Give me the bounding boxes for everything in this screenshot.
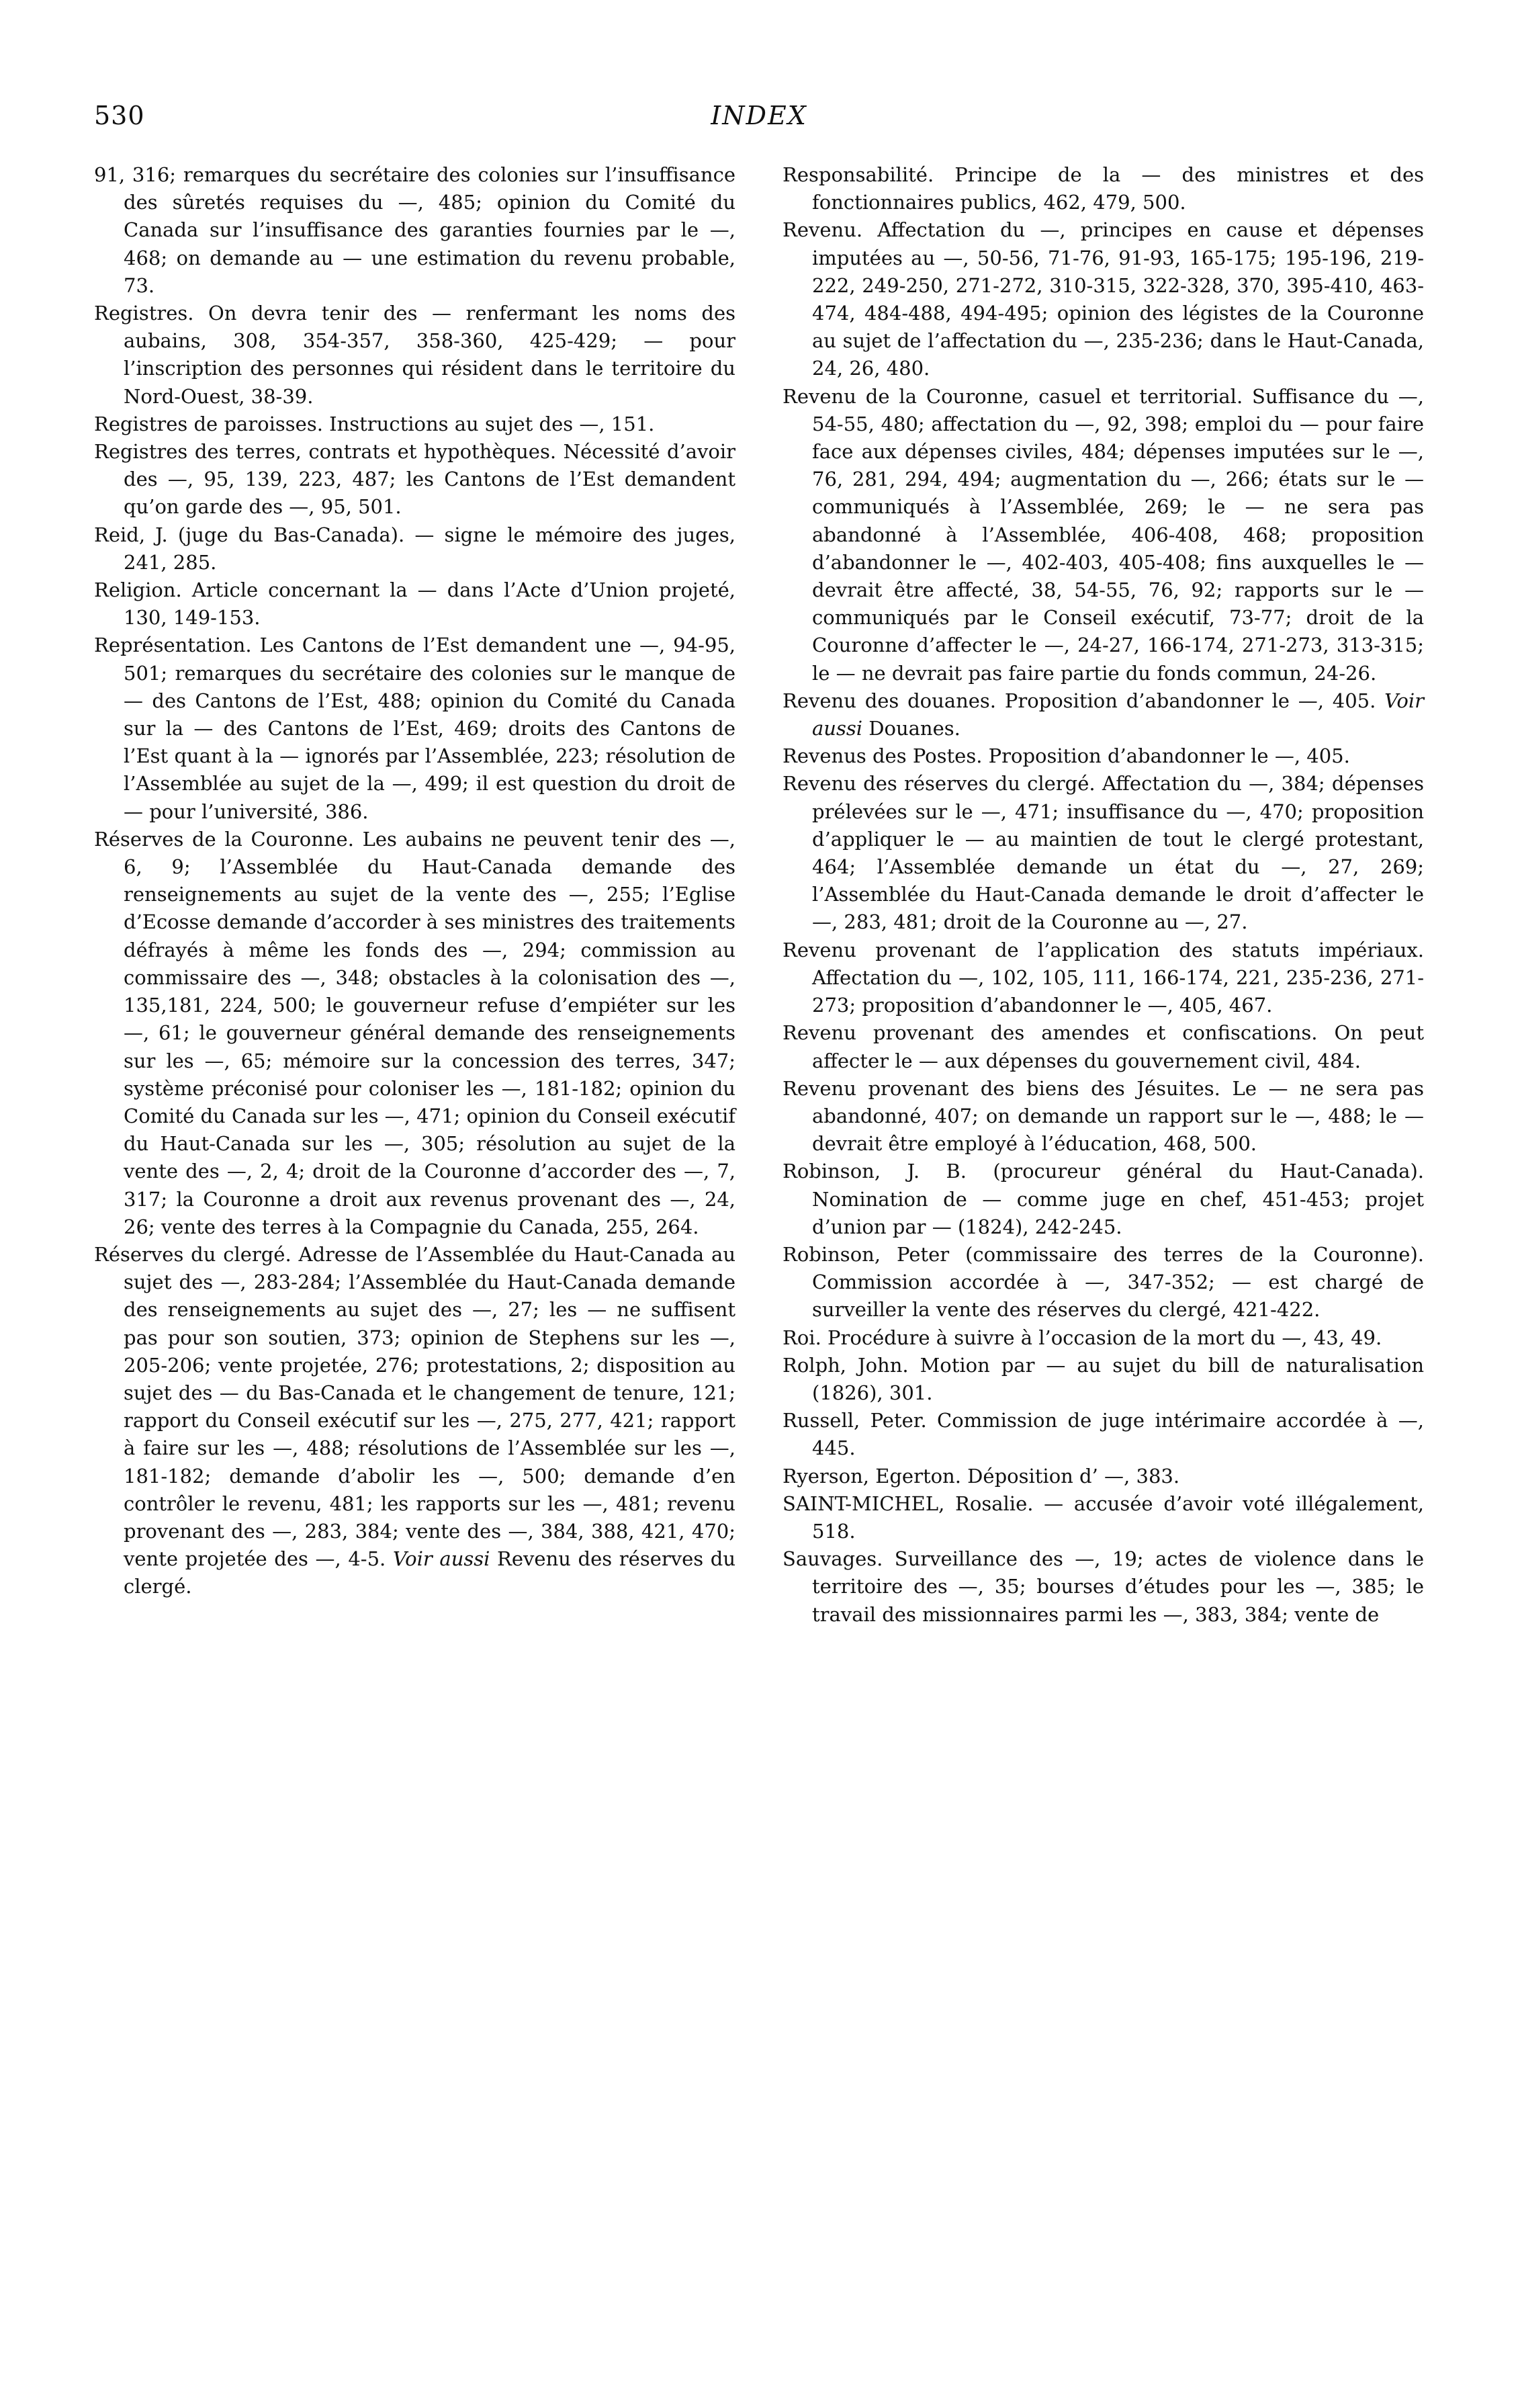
index-entry-text: Revenu des douanes. Proposition d’abandonner le —, 405. (783, 689, 1376, 712)
index-entry-text: Registres des terres, contrats et hypothèques. Nécessité d’avoir des —, 95, 139, 223, 487; les Cantons de l’Est demandent qu’on garde des —, 95, 501. (94, 440, 735, 519)
index-entry-text: SAINT-MICHEL, Rosalie. — accusée d’avoir voté illégalement, 518. (783, 1492, 1424, 1543)
index-entry (94, 632, 735, 825)
index-entry-text: Registres. On devra tenir des — renfermant les noms des aubains, 308, 354-357, 358-360, 425-429; — pour l’inscription des personnes qui résident dans le territoire du Nord-Ouest, 38-39. (94, 302, 735, 408)
index-entry (94, 826, 735, 1241)
index-columns (94, 161, 1424, 1629)
index-entry-text: Ryerson, Egerton. Déposition d’ —, 383. (783, 1464, 1180, 1488)
index-entry (783, 383, 1424, 687)
index-entry-text: Réserves de la Couronne. Les aubains ne peuvent tenir des —, 6, 9; l’Assemblée du Haut-Canada demande des renseignements au sujet de la vente des —, 255; l’Eglise d’Ecosse demande d’accorder à ses ministres des traitements défrayés à même les fonds des —, 294; commission au commissaire des —, 348; obstacles à la colonisation des —, 135,181, 224, 500; le gouverneur refuse d’empiéter sur les —, 61; le gouverneur général demande des renseignements sur les —, 65; mémoire sur la concession des terres, 347; système préconisé pour coloniser les —, 181-182; opinion du Comité du Canada sur les —, 471; opinion du Conseil exécutif du Haut-Canada sur les —, 305; résolution au sujet de la vente des —, 2, 4; droit de la Couronne d’accorder des —, 7, 317; la Couronne a droit aux revenus provenant des —, 24, 26; vente des terres à la Compagnie du Canada, 255, 264. (94, 827, 735, 1238)
see-also-target: Revenu des réserves du clergé. (124, 1547, 736, 1598)
see-also-label: Voir aussi (812, 689, 1424, 740)
index-entry (783, 1407, 1424, 1462)
index-entry (783, 1019, 1424, 1074)
index-entry (783, 1545, 1424, 1629)
index-entry (783, 687, 1424, 742)
index-entry (783, 1158, 1424, 1241)
right-column (783, 161, 1424, 1629)
index-entry-text: Registres de paroisses. Instructions au sujet des —, 151. (94, 412, 655, 435)
index-entry-text: Revenu provenant des biens des Jésuites. Le — ne sera pas abandonné, 407; on demande un rapport sur le —, 488; le — devrait être employé à l’éducation, 468, 500. (783, 1076, 1424, 1156)
index-entry-text: Robinson, Peter (commissaire des terres de la Couronne). Commission accordée à —, 347-352; — est chargé de surveiller la vente des réserves du clergé, 421-422. (783, 1242, 1424, 1322)
index-entry-text: Russell, Peter. Commission de juge intérimaire accordée à —, 445. (783, 1409, 1424, 1460)
index-entry (783, 216, 1424, 382)
see-also-target: Douanes. (868, 717, 961, 740)
index-entry-text: Revenu des réserves du clergé. Affectation du —, 384; dépenses prélevées sur le —, 471; insuffisance du —, 470; proposition d’appliquer le — au maintien de tout le clergé protestant, 464; l’Assemblée demande un état du —, 27, 269; l’Assemblée du Haut-Canada demande le droit d’affecter le —, 283, 481; droit de la Couronne au —, 27. (783, 772, 1424, 934)
index-entry (94, 411, 735, 438)
index-entry-text: Religion. Article concernant la — dans l’Acte d’Union projeté, 130, 149-153. (94, 578, 735, 630)
index-entry-text: Revenu provenant de l’application des statuts impériaux. Affectation du —, 102, 105, 111, 166-174, 221, 235-236, 271-273; proposition d’abandonner le —, 405, 467. (783, 938, 1424, 1017)
index-entry (783, 1490, 1424, 1545)
index-entry (783, 1352, 1424, 1407)
index-entry-text: Revenu. Affectation du —, principes en cause et dépenses imputées au —, 50-56, 71-76, 91-93, 165-175; 195-196, 219-222, 249-250, 271-272, 310-315, 322-328, 370, 395-410, 463-474, 484-488, 494-495; opinion des légistes de la Couronne au sujet de l’affectation du —, 235-236; dans le Haut-Canada, 24, 26, 480. (783, 218, 1424, 380)
index-entry-text: Revenu de la Couronne, casuel et territorial. Suffisance du —, 54-55, 480; affectation du —, 92, 398; emploi du — pour faire face aux dépenses civiles, 484; dépenses imputées sur le —, 76, 281, 294, 494; augmentation du —, 266; états sur le — communiqués à l’Assemblée, 269; le — ne sera pas abandonné à l’Assemblée, 406-408, 468; proposition d’abandonner le —, 402-403, 405-408; fins auxquelles le — devrait être affecté, 38, 54-55, 76, 92; rapports sur le — communiqués par le Conseil exécutif, 73-77; droit de la Couronne d’affecter le —, 24-27, 166-174, 271-273, 313-315; le — ne devrait pas faire partie du fonds commun, 24-26. (783, 384, 1424, 685)
index-entry (783, 937, 1424, 1020)
index-entry (94, 1241, 735, 1601)
index-entry-text: Revenus des Postes. Proposition d’abandonner le —, 405. (783, 744, 1350, 768)
index-entry-text: Revenu provenant des amendes et confiscations. On peut affecter le — aux dépenses du gouvernement civil, 484. (783, 1021, 1424, 1072)
index-entry (783, 161, 1424, 216)
index-entry (94, 161, 735, 300)
index-entry (783, 1075, 1424, 1158)
index-entry-text: Responsabilité. Principe de la — des ministres et des fonctionnaires publics, 462, 479, 500. (783, 163, 1424, 214)
index-entry (783, 742, 1424, 770)
index-entry (783, 1324, 1424, 1352)
index-entry (94, 521, 735, 576)
index-entry-text: Sauvages. Surveillance des —, 19; actes de violence dans le territoire des —, 35; bourses d’études pour les —, 385; le travail des missionnaires parmi les —, 383, 384; vente de (783, 1547, 1424, 1626)
see-also-label: Voir aussi (392, 1547, 490, 1571)
index-entry (94, 300, 735, 411)
page-number: 530 (94, 101, 145, 130)
index-entry-text: Représentation. Les Cantons de l’Est demandent une —, 94-95, 501; remarques du secrétaire des colonies sur le manque de — des Cantons de l’Est, 488; opinion du Comité du Canada sur la — des Cantons de l’Est, 469; droits des Cantons de l’Est quant à la — ignorés par l’Assemblée, 223; résolution de l’Assemblée au sujet de la —, 499; il est question du droit de — pour l’université, 386. (94, 634, 735, 823)
index-entry-text: Reid, J. (juge du Bas-Canada). — signe le mémoire des juges, 241, 285. (94, 523, 735, 574)
index-entry (783, 770, 1424, 936)
index-entry (94, 576, 735, 632)
running-head: INDEX (711, 101, 807, 130)
index-entry-text: 91, 316; remarques du secrétaire des colonies sur l’insuffisance des sûretés requises du —, 485; opinion du Comité du Canada sur l’insuffisance des garanties fournies par le —, 468; on demande au — une estimation du revenu probable, 73. (94, 163, 735, 297)
index-entry (783, 1463, 1424, 1490)
index-entry (94, 438, 735, 521)
index-entry-text: Réserves du clergé. Adresse de l’Assemblée du Haut-Canada au sujet des —, 283-284; l’Assemblée du Haut-Canada demande des renseignements au sujet des —, 27; les — ne suffisent pas pour son soutien, 373; opinion de Stephens sur les —, 205-206; vente projetée, 276; protestations, 2; disposition au sujet des — du Bas-Canada et le changement de tenure, 121; rapport du Conseil exécutif sur les —, 275, 277, 421; rapport à faire sur les —, 488; résolutions de l’Assemblée sur les —, 181-182; demande d’abolir les —, 500; demande d’en contrôler le revenu, 481; les rapports sur les —, 481; revenu provenant des —, 283, 384; vente des —, 384, 388, 421, 470; vente projetée des —, 4-5. (94, 1242, 735, 1571)
page-header (94, 101, 1424, 141)
index-entry-text: Robinson, J. B. (procureur général du Haut-Canada). Nomination de — comme juge en chef, 451-453; projet d’union par — (1824), 242-245. (783, 1160, 1424, 1238)
index-entry-text: Rolph, John. Motion par — au sujet du bill de naturalisation (1826), 301. (783, 1353, 1424, 1404)
index-entry-text: Roi. Procédure à suivre à l’occasion de la mort du —, 43, 49. (783, 1326, 1382, 1349)
left-column (94, 161, 735, 1629)
index-entry (783, 1241, 1424, 1324)
